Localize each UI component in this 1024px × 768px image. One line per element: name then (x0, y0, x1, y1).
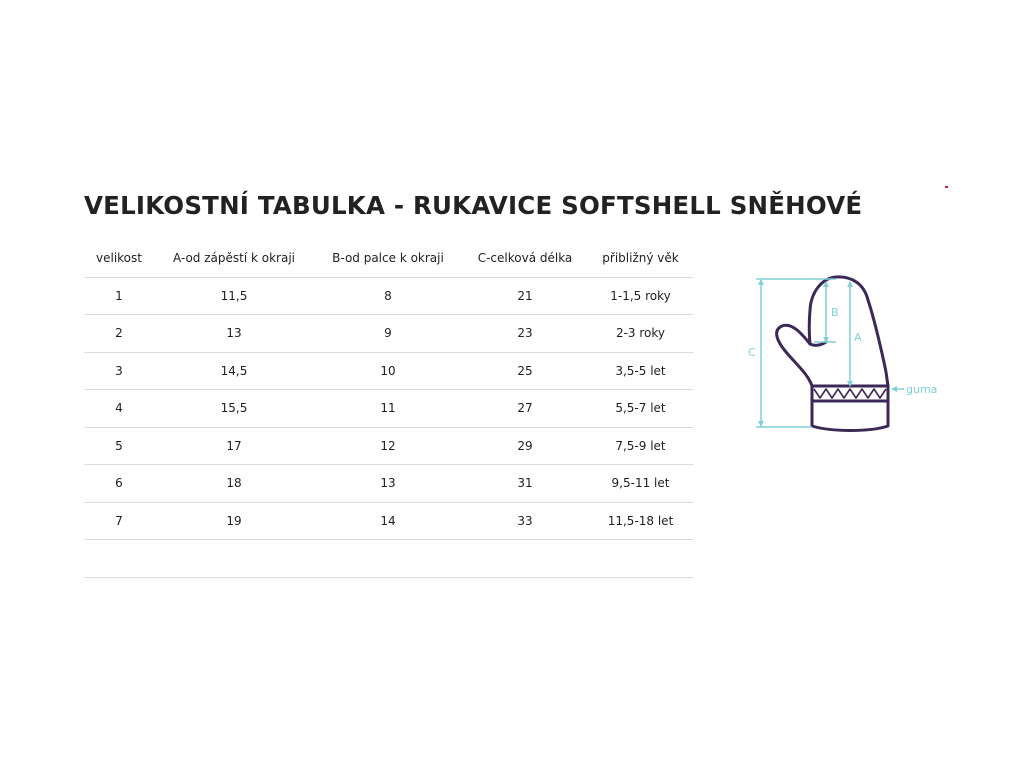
table-cell: 19 (154, 502, 314, 540)
table-cell: 1 (84, 277, 154, 315)
table-cell: 27 (462, 390, 588, 428)
table-cell: 14,5 (154, 352, 314, 390)
table-cell: 11,5-18 let (588, 502, 693, 540)
table-cell: 14 (314, 502, 462, 540)
table-cell: 15,5 (154, 390, 314, 428)
table-cell: 23 (462, 315, 588, 353)
table-cell: 11 (314, 390, 462, 428)
table-row (84, 352, 693, 390)
table-cell: 18 (154, 465, 314, 503)
column-header: A-od zápěstí k okraji (154, 240, 314, 277)
decorative-dot (945, 186, 948, 188)
column-header: B-od palce k okraji (314, 240, 462, 277)
label-b: B (831, 306, 839, 319)
mitten-outline (777, 277, 888, 386)
table-cell: 10 (314, 352, 462, 390)
column-header: velikost (84, 240, 154, 277)
column-header: přibližný věk (588, 240, 693, 277)
table-cell: 33 (462, 502, 588, 540)
table-cell: 31 (462, 465, 588, 503)
table-cell: 25 (462, 352, 588, 390)
table-cell: 9 (314, 315, 462, 353)
table-cell (154, 540, 314, 578)
table-cell (84, 540, 154, 578)
table-row (84, 502, 693, 540)
table-cell: 2 (84, 315, 154, 353)
label-guma: guma (906, 383, 938, 396)
table-row-empty (84, 540, 693, 578)
column-header: C-celková délka (462, 240, 588, 277)
table-cell (462, 540, 588, 578)
table-cell: 12 (314, 427, 462, 465)
table-cell: 17 (154, 427, 314, 465)
table-row (84, 465, 693, 503)
table-cell: 13 (314, 465, 462, 503)
table-cell: 29 (462, 427, 588, 465)
table-cell: 11,5 (154, 277, 314, 315)
table-cell: 8 (314, 277, 462, 315)
table-row (84, 390, 693, 428)
table-cell: 3,5-5 let (588, 352, 693, 390)
label-a: A (854, 331, 862, 344)
table-row (84, 315, 693, 353)
size-table (84, 240, 693, 578)
table-cell (588, 540, 693, 578)
page-title: VELIKOSTNÍ TABULKA - RUKAVICE SOFTSHELL SNĚHOVÉ (84, 191, 863, 220)
table-cell: 4 (84, 390, 154, 428)
table-cell: 13 (154, 315, 314, 353)
table-row (84, 427, 693, 465)
mitten-size-diagram (740, 268, 950, 443)
table-cell: 1-1,5 roky (588, 277, 693, 315)
table-cell (314, 540, 462, 578)
table-cell: 5,5-7 let (588, 390, 693, 428)
table-cell: 7 (84, 502, 154, 540)
table-cell: 5 (84, 427, 154, 465)
label-c: C (748, 346, 756, 359)
table-cell: 6 (84, 465, 154, 503)
table-cell: 21 (462, 277, 588, 315)
table-cell: 2-3 roky (588, 315, 693, 353)
table-cell: 9,5-11 let (588, 465, 693, 503)
table-cell: 7,5-9 let (588, 427, 693, 465)
table-row (84, 277, 693, 315)
table-header-row (84, 240, 693, 277)
table-cell: 3 (84, 352, 154, 390)
